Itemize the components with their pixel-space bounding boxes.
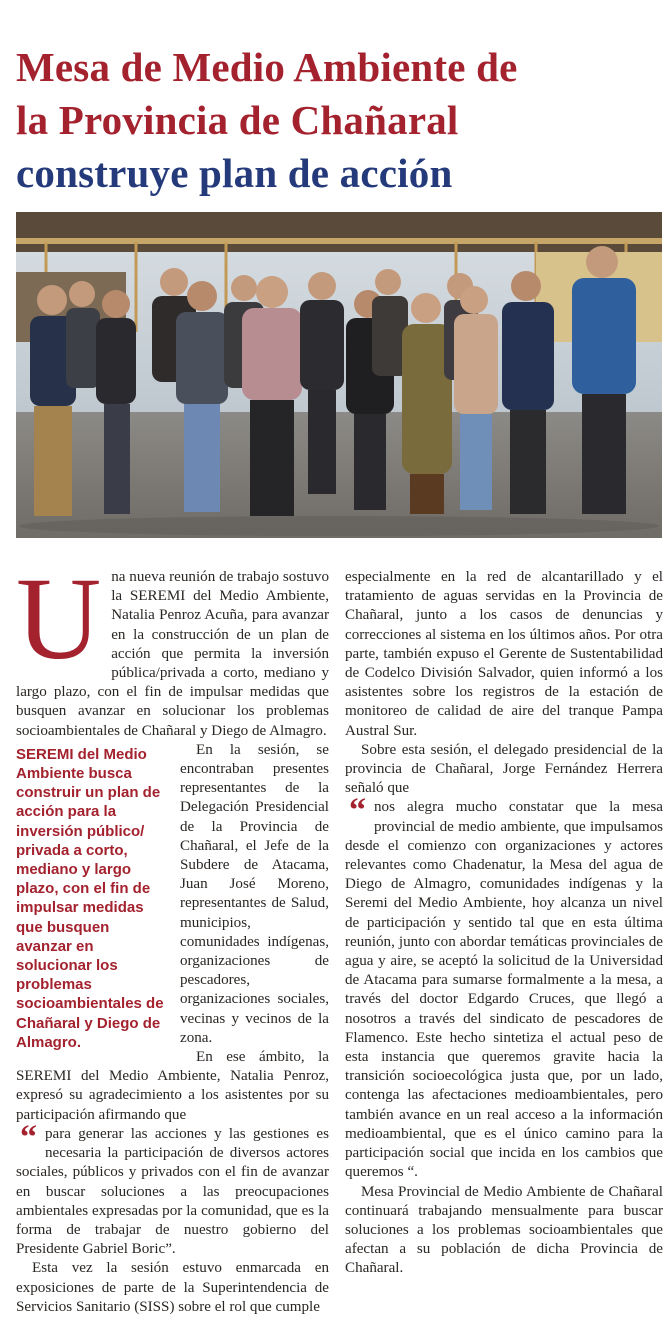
quote-mark-icon: “ xyxy=(20,1118,37,1156)
paragraph-4-continued: especialmente en la red de alcantarillado y el tratamiento de aguas servidas en la Provincia de Chañaral, junto a los casos de denuncias y correcciones al sistema en los últimos años. Por otra parte, también expuso el Gerente de Sustentabilidad de Codelco División Salvador, quien informó a los asistentes sobre los registros de la estación de monitoreo de calidad de aire del tranque Pampa Austral Sur. xyxy=(345,569,663,739)
pull-quote: SEREMI del Medio Ambiente busca construir un plan de acción para la inversión público/ privada a corto, mediano y largo plazo, con el fin de impulsar medidas que busquen avanzar en solucionar los problemas socioambientales de Chañaral y Diego de Almagro. xyxy=(16,745,164,1051)
paragraph-4: Esta vez la sesión estuvo enmarcada en exposiciones de parte de la Superintendencia de Servicios Sanitario (SISS) sobre el rol que cumple xyxy=(16,1260,329,1315)
headline-line-3: construye plan de acción xyxy=(16,150,453,197)
person-13 xyxy=(454,286,498,510)
drop-cap: U xyxy=(16,553,102,684)
paragraph-6: Mesa Provincial de Medio Ambiente de Chañaral continuará trabajando mensualmente para buscar soluciones a los problemas socioambientales que afectan a su población de dicha Provincia de Chañaral. xyxy=(345,1183,663,1277)
person-7 xyxy=(242,276,302,516)
quote-block-2 xyxy=(345,792,663,1182)
paragraph-1: na nueva reunión de trabajo sostuvo la SEREMI del Medio Ambiente, Natalia Penroz Acuña, para avanzar en la construcción de un plan de acción que permita la inversión pública/privada a corto, mediano y largo plazo, con el fin de impulsar medidas que busquen avanzar en solucionar los problemas socioambientales de Chañaral y Diego de Almagro. xyxy=(16,569,329,739)
article-left-column xyxy=(16,553,329,1317)
quote-2-text: nos alegra mucho constatar que la mesa provincial de medio ambiente, que impulsamos desde el comienzo con organizaciones y actores relevantes como Chadenatur, la Mesa del agua de Diego de Almagro, comunidades indígenas y la Seremi del Medio Ambiente, hoy alcanza un nivel de participación y sentido tal que en esta última reunión, junto con abordar temáticas provinciales de agua y aire, se aceptó la solicitud de la Universidad de Atacama para sumarse formalmente a la mesa, a través del doctor Edgardo Cruces, que llegó a nosotros a través del sindicato de pescadores de Flamenco. Este hecho sintetiza el actual peso de esta instancia que queremos gravite hacia la transición socioecológica justa que, por un lado, contenga las afectaciones medioambientales, pero también avance en un real acceso a la información medioambiental, que es el único camino para la participación social que incida en los cambios que queremos “. xyxy=(345,799,663,1181)
article-right-column xyxy=(345,568,663,1279)
headline-line-2: la Provincia de Chañaral xyxy=(16,97,459,144)
paragraph-2: En la sesión, se encontraban presentes representantes de la Delegación Presidencial de la Provincia de Chañaral, el Jefe de la Subdere de Atacama, Juan José Moreno, representantes de Salud, municipios, comunidades indígenas, organizaciones de pescadores, organizaciones sociales, vecinas y vecinos de la zona. xyxy=(180,741,329,1046)
quote-block-1 xyxy=(16,1118,329,1259)
article-headline xyxy=(16,41,656,200)
group-photo xyxy=(16,212,662,538)
group-photo-illustration xyxy=(16,212,662,538)
paragraph-5: Sobre esta sesión, el delegado presidencial de la provincia de Chañaral, Jorge Fernández Herrera señaló que xyxy=(345,741,663,797)
paragraph-3: En ese ámbito, la SEREMI del Medio Ambiente, Natalia Penroz, expresó su agradecimiento a los asistentes por su participación afirmando que xyxy=(16,1049,329,1123)
quote-mark-icon: “ xyxy=(349,792,366,830)
headline-line-1: Mesa de Medio Ambiente de xyxy=(16,44,518,91)
quote-1-text: para generar las acciones y las gestiones es necesaria la participación de diversos actores sociales, públicos y privados con el fin de avanzar en buscar soluciones a las preocupaciones ambientales expresadas por la comunidad, que es la forma de trabajar de nuestro gobierno del Presidente Gabriel Boric”. xyxy=(16,1125,329,1258)
